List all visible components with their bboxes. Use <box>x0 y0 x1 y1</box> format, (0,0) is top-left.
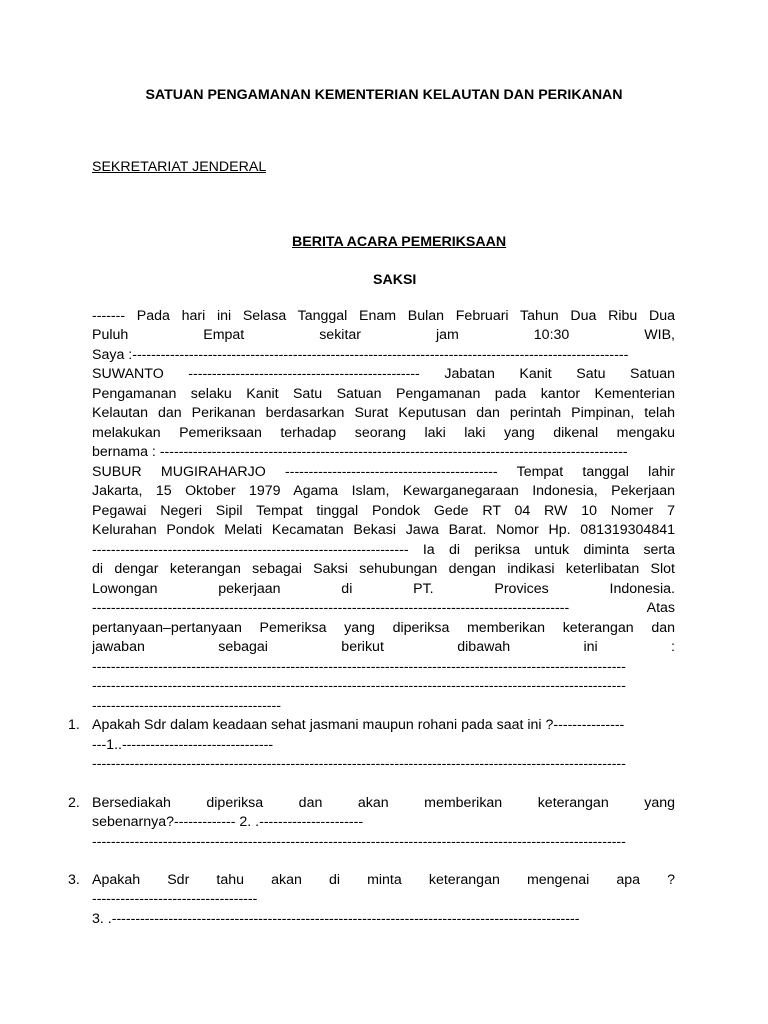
body-line: Pengamanan selaku Kanit Satu Satuan Pengamanan pada kantor Kementerian <box>92 386 675 402</box>
question-line: Apakah Sdr tahu akan di minta keterangan mengenai apa ? <box>92 872 675 888</box>
question-line: ----------------------------------- <box>92 891 258 907</box>
question-line: Apakah Sdr dalam keadaan sehat jasmani maupun rohani pada saat ini ?--------------- <box>92 717 625 733</box>
question-line: sebenarnya?------------- 2. .---------------------- <box>92 814 364 830</box>
body-line: Puluh Empat sekitar jam 10:30 WIB, <box>92 327 675 343</box>
body-line: bernama : --------------------------------------------------------------------------------------------------- <box>92 444 628 460</box>
body-line: ------- Pada hari ini Selasa Tanggal Enam Bulan Februari Tahun Dua Ribu Dua <box>92 308 675 324</box>
body-line: Lowongan pekerjaan di PT. Provices Indonesia. <box>92 581 675 597</box>
body-line: melakukan Pemeriksaan terhadap seorang laki laki yang dikenal mengaku <box>92 425 675 441</box>
body-line: Kelurahan Pondok Melati Kecamatan Bekasi Jawa Barat. Nomor Hp. 081319304841 <box>92 522 675 538</box>
body-line: Pegawai Negeri Sipil Tempat tinggal Pondok Gede RT 04 RW 10 Nomer 7 <box>92 503 675 519</box>
question-line: ---1..-------------------------------- <box>92 737 274 753</box>
question-number: 2. <box>68 795 80 811</box>
question-number: 1. <box>68 717 80 733</box>
institution-heading: SATUAN PENGAMANAN KEMENTERIAN KELAUTAN DAN PERIKANAN <box>145 87 623 103</box>
body-line: di dengar keterangan sebagai Saksi sehubungan dengan indikasi keterlibatan Slot <box>92 561 675 577</box>
body-line: ----------------------------------------------------------------------------------------------------------------- <box>92 659 626 675</box>
body-line: SUBUR MUGIRAHARJO --------------------------------------------- Tempat tanggal lahir <box>92 464 675 480</box>
body-line: jawaban sebagai berikut dibawah ini : <box>92 639 675 655</box>
question-line: 3. .--------------------------------------------------------------------------------------------------- <box>92 911 580 927</box>
body-line: ------------------------------------------------------------------- Ia di periksa untuk diminta serta <box>92 542 675 558</box>
document-title: BERITA ACARA PEMERIKSAAN <box>292 234 507 250</box>
body-line: ----------------------------------------------------------------------------------------------------- Atas <box>92 600 675 616</box>
question-line: ----------------------------------------------------------------------------------------------------------------- <box>92 756 626 772</box>
question-line: ----------------------------------------------------------------------------------------------------------------- <box>92 834 626 850</box>
body-line: Jakarta, 15 Oktober 1979 Agama Islam, Kewarganegaraan Indonesia, Pekerjaan <box>92 483 675 499</box>
document-subtitle: SAKSI <box>373 272 417 288</box>
question-number: 3. <box>68 872 80 888</box>
body-line: ---------------------------------------- <box>92 698 281 714</box>
body-line: Kelautan dan Perikanan berdasarkan Surat Keputusan dan perintah Pimpinan, telah <box>92 405 675 421</box>
question-line: Bersediakah diperiksa dan akan memberikan keterangan yang <box>92 795 675 811</box>
body-line: pertanyaan–pertanyaan Pemeriksa yang diperiksa memberikan keterangan dan <box>92 620 675 636</box>
body-line: Saya :--------------------------------------------------------------------------------------------------------- <box>92 347 629 363</box>
body-line: ----------------------------------------------------------------------------------------------------------------- <box>92 678 626 694</box>
body-line: SUWANTO ------------------------------------------------- Jabatan Kanit Satu Satuan <box>92 366 675 382</box>
unit-heading: SEKRETARIAT JENDERAL <box>92 159 267 175</box>
